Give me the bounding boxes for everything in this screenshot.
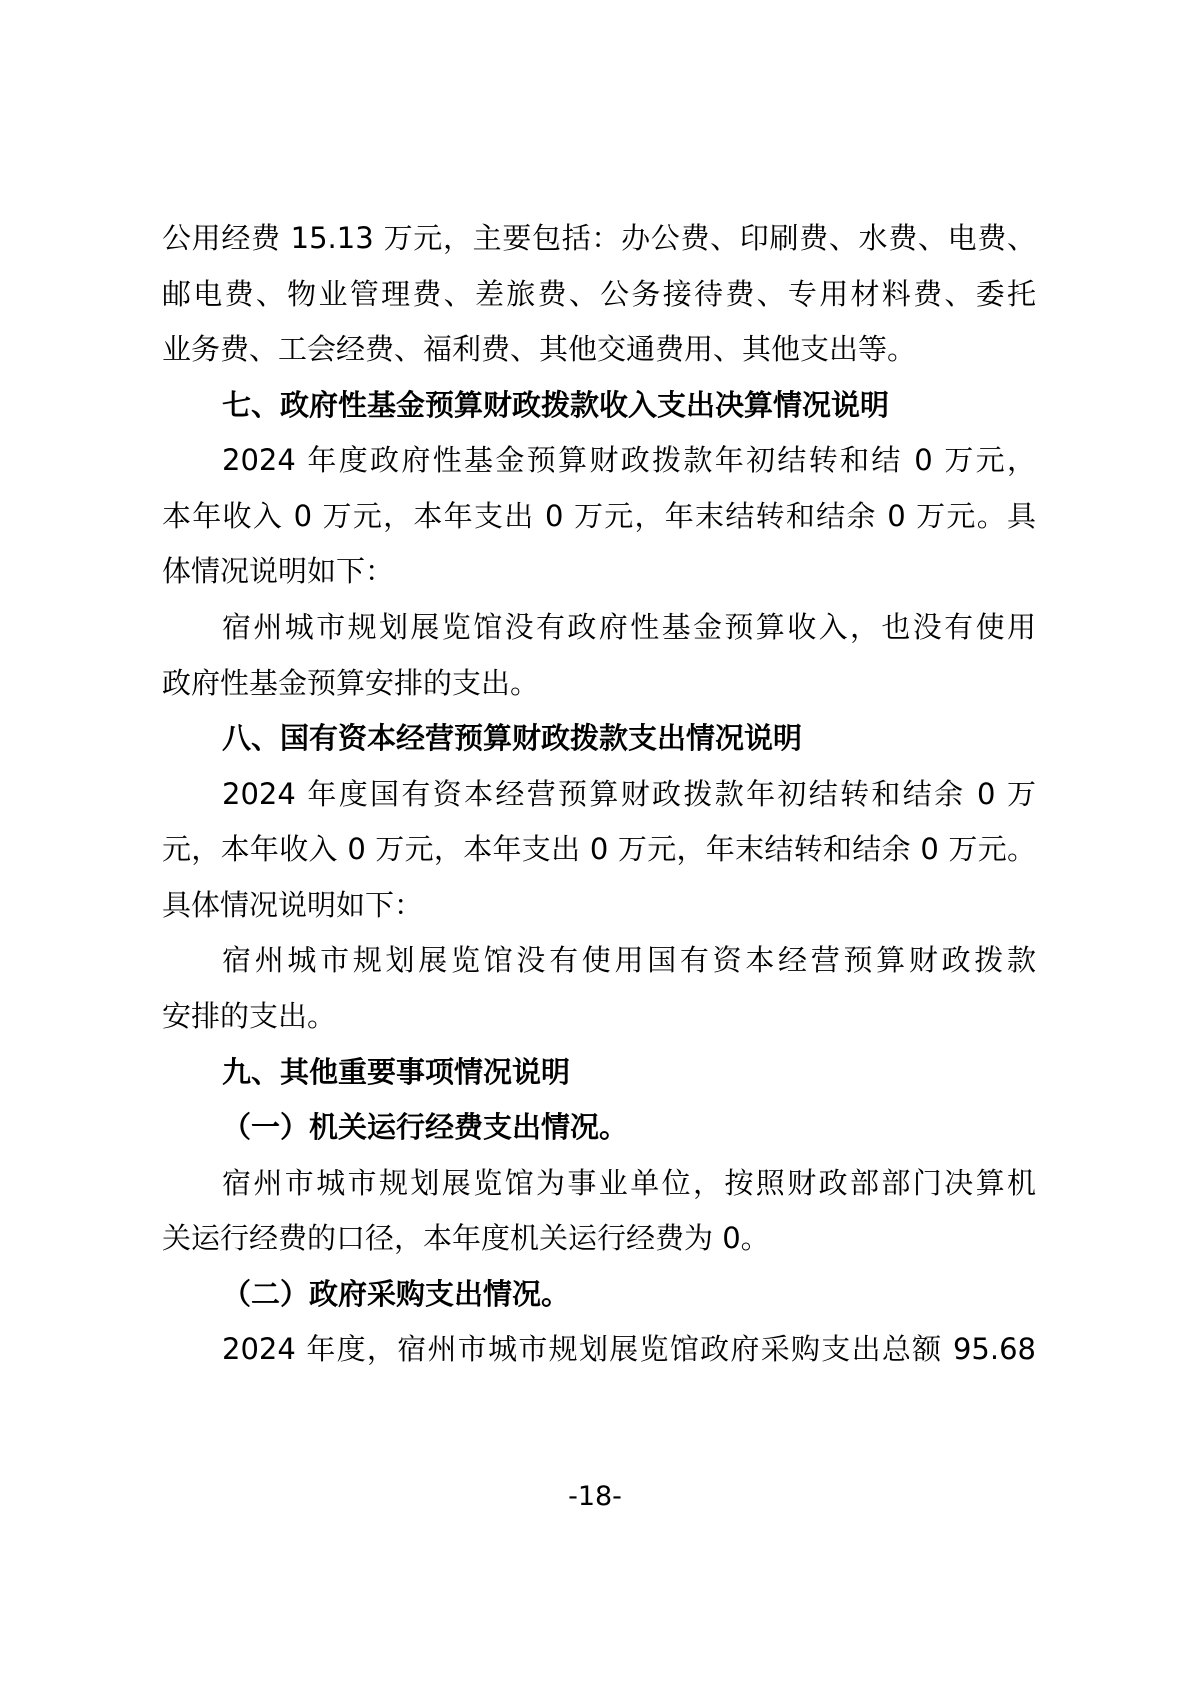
body-text-line: 2024 年度政府性基金预算财政拨款年初结转和结 0 万元，	[222, 443, 1036, 477]
body-text-line: 具体情况说明如下：	[162, 888, 424, 922]
section-heading-eight: 八、国有资本经营预算财政拨款支出情况说明	[222, 721, 803, 755]
subsection-heading-one: （一）机关运行经费支出情况。	[222, 1110, 629, 1144]
page-number: -18-	[568, 1481, 622, 1512]
body-text-line: 2024 年度，宿州市城市规划展览馆政府采购支出总额 95.68	[222, 1332, 1036, 1366]
body-text-line: 关运行经费的口径，本年度机关运行经费为 0。	[162, 1221, 770, 1255]
body-text-line: 宿州市城市规划展览馆为事业单位，按照财政部部门决算机	[222, 1166, 1036, 1200]
body-text-line: 政府性基金预算安排的支出。	[162, 666, 540, 700]
section-heading-nine: 九、其他重要事项情况说明	[222, 1055, 571, 1089]
body-text-line: 2024 年度国有资本经营预算财政拨款年初结转和结余 0 万	[222, 777, 1036, 811]
body-text-line: 体情况说明如下：	[162, 554, 395, 588]
section-heading-seven: 七、政府性基金预算财政拨款收入支出决算情况说明	[222, 388, 890, 422]
body-text-line: 本年收入 0 万元，本年支出 0 万元，年末结转和结余 0 万元。具	[162, 499, 1036, 533]
body-text-line: 宿州城市规划展览馆没有使用国有资本经营预算财政拨款	[222, 943, 1036, 977]
subsection-heading-two: （二）政府采购支出情况。	[222, 1277, 571, 1311]
body-text-line: 元，本年收入 0 万元，本年支出 0 万元，年末结转和结余 0 万元。	[162, 832, 1036, 866]
body-text-line: 宿州城市规划展览馆没有政府性基金预算收入，也没有使用	[222, 610, 1036, 644]
body-text-line: 邮电费、物业管理费、差旅费、公务接待费、专用材料费、委托	[162, 277, 1036, 311]
body-text-line: 业务费、工会经费、福利费、其他交通费用、其他支出等。	[162, 332, 917, 366]
body-text-line: 安排的支出。	[162, 999, 337, 1033]
body-text-line: 公用经费 15.13 万元，主要包括：办公费、印刷费、水费、电费、	[162, 221, 1036, 255]
